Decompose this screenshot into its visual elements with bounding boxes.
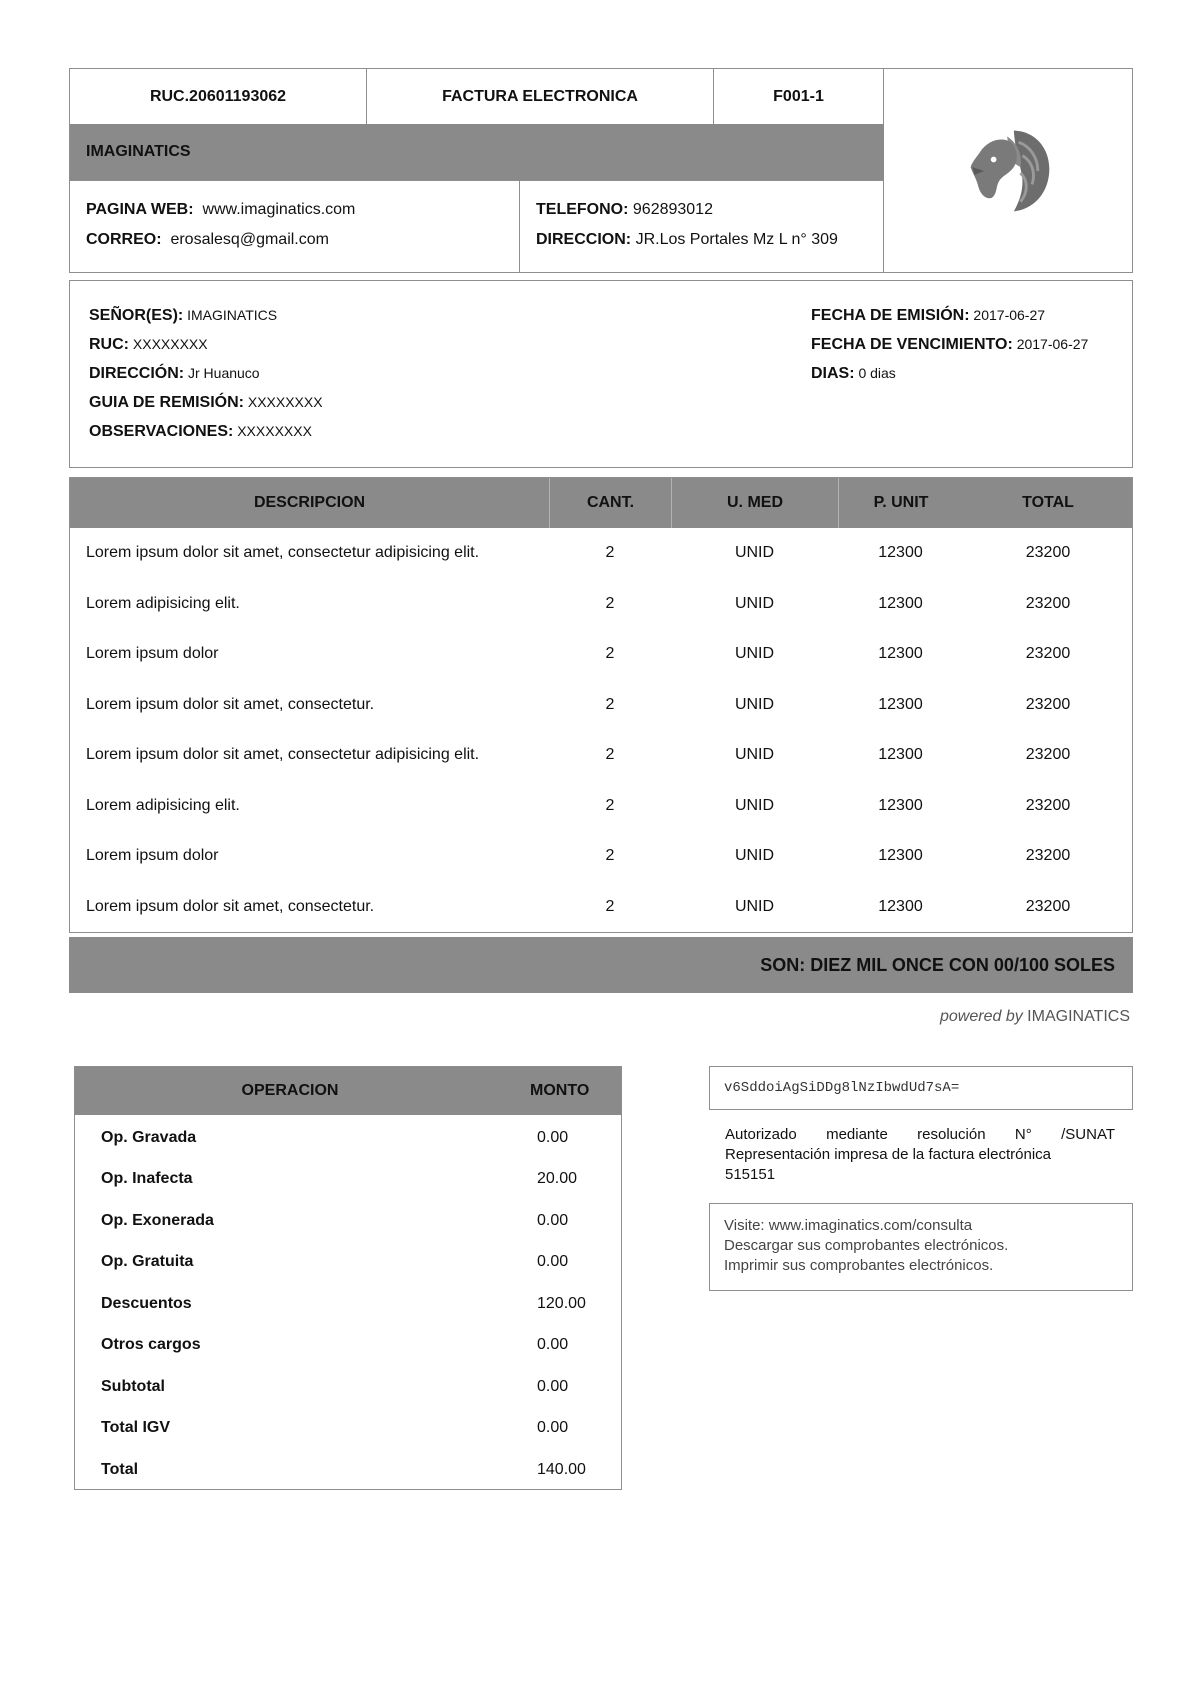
totals-row <box>75 1200 621 1242</box>
item-unit-price: 12300 <box>878 847 923 864</box>
table-row <box>70 730 1132 780</box>
item-unit-price: 12300 <box>878 544 923 561</box>
totals-label: Op. Gratuita <box>101 1253 194 1271</box>
totals-row <box>75 1242 621 1284</box>
item-description: Lorem ipsum dolor sit amet, consectetur. <box>86 695 375 713</box>
totals-header <box>75 1067 621 1115</box>
item-unit-price: 12300 <box>878 695 923 713</box>
contact-web-email <box>70 180 520 272</box>
item-total: 23200 <box>1025 695 1071 713</box>
observations-value: XXXXXXXX <box>237 423 312 439</box>
due-date-value: 2017-06-27 <box>1016 336 1089 352</box>
item-quantity: 2 <box>605 544 615 561</box>
item-unit-price: 12300 <box>878 746 923 763</box>
item-quantity: 2 <box>605 796 615 814</box>
client-address-label: DIRECCIÓN: <box>89 365 185 382</box>
digest-hash: v6SddoiAgSiDDg8lNzIbwdUd7sA= <box>709 1066 1133 1110</box>
item-unit: UNID <box>734 544 775 561</box>
due-date-label: FECHA DE VENCIMIENTO: <box>811 336 1013 353</box>
email-label: CORREO: <box>86 231 162 248</box>
items-table-header <box>70 478 1132 528</box>
item-unit-price: 12300 <box>878 897 923 915</box>
totals-label: Total <box>101 1460 139 1478</box>
document-type: FACTURA ELECTRONICA <box>367 69 714 124</box>
powered-by <box>800 1008 1130 1026</box>
totals-label: Subtotal <box>101 1377 165 1395</box>
table-row <box>70 629 1132 679</box>
web-value: www.imaginatics.com <box>202 201 356 218</box>
item-total: 23200 <box>1025 746 1071 763</box>
totals-value: 140.00 <box>537 1460 586 1478</box>
observations-label: OBSERVACIONES: <box>89 423 234 440</box>
items-table <box>69 477 1133 933</box>
item-description: Lorem ipsum dolor sit amet, consectetur adipisicing elit. <box>86 746 480 763</box>
powered-brand: IMAGINATICS <box>1027 1008 1130 1025</box>
item-description: Lorem ipsum dolor sit amet, consectetur adipisicing elit. <box>86 544 480 561</box>
totals-value: 20.00 <box>537 1170 578 1188</box>
totals-value: 0.00 <box>537 1253 569 1271</box>
client-ruc-value: XXXXXXXX <box>132 336 208 352</box>
company-name: IMAGINATICS <box>70 124 884 180</box>
totals-row <box>75 1449 621 1491</box>
totals-label: Op. Inafecta <box>101 1170 193 1188</box>
item-unit: UNID <box>734 594 775 612</box>
client-name-value: IMAGINATICS <box>187 307 278 323</box>
item-unit-price: 12300 <box>878 796 923 814</box>
table-row <box>70 579 1132 629</box>
amount-in-words: SON: DIEZ MIL ONCE CON 00/100 SOLES <box>69 937 1133 993</box>
powered-prefix: powered by <box>940 1008 1023 1025</box>
table-row <box>70 882 1132 932</box>
guide-value: XXXXXXXX <box>247 394 323 410</box>
address-value: JR.Los Portales Mz L n° 309 <box>635 231 838 248</box>
totals-value: 0.00 <box>537 1336 569 1354</box>
contact-phone-address <box>520 180 884 272</box>
col-operation: OPERACION <box>241 1082 339 1099</box>
totals-row <box>75 1366 621 1408</box>
client-info <box>69 280 1133 468</box>
item-description: Lorem ipsum dolor <box>86 645 219 662</box>
item-unit: UNID <box>734 746 775 763</box>
visit-download: Descargar sus comprobantes electrónicos. <box>724 1237 1009 1254</box>
col-description: DESCRIPCION <box>253 494 366 511</box>
days-label: DIAS: <box>811 365 855 382</box>
item-quantity: 2 <box>605 847 615 864</box>
item-description: Lorem ipsum dolor sit amet, consectetur. <box>86 897 375 915</box>
item-total: 23200 <box>1025 544 1071 561</box>
item-quantity: 2 <box>605 594 615 612</box>
totals-row <box>75 1159 621 1201</box>
table-row <box>70 781 1132 831</box>
item-total: 23200 <box>1025 645 1071 662</box>
visit-box <box>709 1203 1133 1291</box>
totals-label: Op. Exonerada <box>101 1211 214 1229</box>
col-unit: U. MED <box>671 478 838 528</box>
item-unit: UNID <box>734 645 775 662</box>
item-description: Lorem ipsum dolor <box>86 847 219 864</box>
issue-date-label: FECHA DE EMISIÓN: <box>811 307 970 324</box>
item-unit: UNID <box>734 695 775 713</box>
totals-row <box>75 1408 621 1450</box>
item-unit-price: 12300 <box>878 594 923 612</box>
item-quantity: 2 <box>605 695 615 713</box>
client-ruc-label: RUC: <box>89 336 129 353</box>
item-total: 23200 <box>1025 897 1071 915</box>
col-total: TOTAL <box>1022 494 1074 511</box>
totals-row <box>75 1117 621 1159</box>
address-label: DIRECCION: <box>536 231 632 248</box>
totals-value: 0.00 <box>537 1211 569 1229</box>
totals-label: Descuentos <box>101 1294 192 1312</box>
phone-value: 962893012 <box>632 201 713 218</box>
item-unit: UNID <box>734 847 775 864</box>
item-description: Lorem adipisicing elit. <box>86 796 240 814</box>
totals-label: Op. Gravada <box>101 1128 197 1146</box>
authorization-line: Autorizado mediante resolución N° /SUNAT Representación impresa de la factura electrónica <box>725 1126 1115 1163</box>
item-total: 23200 <box>1025 796 1071 814</box>
item-quantity: 2 <box>605 897 615 915</box>
totals-row <box>75 1325 621 1367</box>
col-amount: MONTO <box>530 1082 590 1099</box>
guide-label: GUIA DE REMISIÓN: <box>89 394 244 411</box>
totals-value: 120.00 <box>537 1294 586 1312</box>
col-unit-price: P. UNIT <box>838 478 963 528</box>
item-description: Lorem adipisicing elit. <box>86 594 240 612</box>
table-row <box>70 528 1132 578</box>
totals-value: 0.00 <box>537 1419 569 1437</box>
invoice-header <box>69 68 1133 273</box>
authorization-note <box>725 1125 1115 1185</box>
web-label: PAGINA WEB: <box>86 201 194 218</box>
totals-value: 0.00 <box>537 1128 569 1146</box>
item-quantity: 2 <box>605 645 615 662</box>
document-number: F001-1 <box>714 69 884 124</box>
client-address-value: Jr Huanuco <box>188 365 260 381</box>
phone-label: TELEFONO: <box>536 201 629 218</box>
days-value: 0 dias <box>858 365 896 381</box>
visit-url: Visite: www.imaginatics.com/consulta <box>724 1217 973 1234</box>
totals-table <box>74 1066 622 1490</box>
lion-head-icon <box>961 123 1057 219</box>
item-quantity: 2 <box>605 746 615 763</box>
item-total: 23200 <box>1025 594 1071 612</box>
totals-value: 0.00 <box>537 1377 569 1395</box>
authorization-number: 515151 <box>725 1166 776 1183</box>
logo <box>884 69 1133 272</box>
table-row <box>70 680 1132 730</box>
item-total: 23200 <box>1025 847 1071 864</box>
visit-print: Imprimir sus comprobantes electrónicos. <box>724 1257 994 1274</box>
item-unit: UNID <box>734 796 775 814</box>
item-unit-price: 12300 <box>878 645 923 662</box>
item-unit: UNID <box>734 897 775 915</box>
col-quantity: CANT. <box>549 478 671 528</box>
issuer-ruc: RUC.20601193062 <box>70 69 367 124</box>
totals-row <box>75 1283 621 1325</box>
client-name-label: SEÑOR(ES): <box>89 307 184 324</box>
totals-label: Total IGV <box>101 1419 171 1437</box>
totals-label: Otros cargos <box>101 1336 201 1354</box>
issue-date-value: 2017-06-27 <box>973 307 1046 323</box>
table-row <box>70 831 1132 881</box>
email-value: erosalesq@gmail.com <box>170 231 329 248</box>
